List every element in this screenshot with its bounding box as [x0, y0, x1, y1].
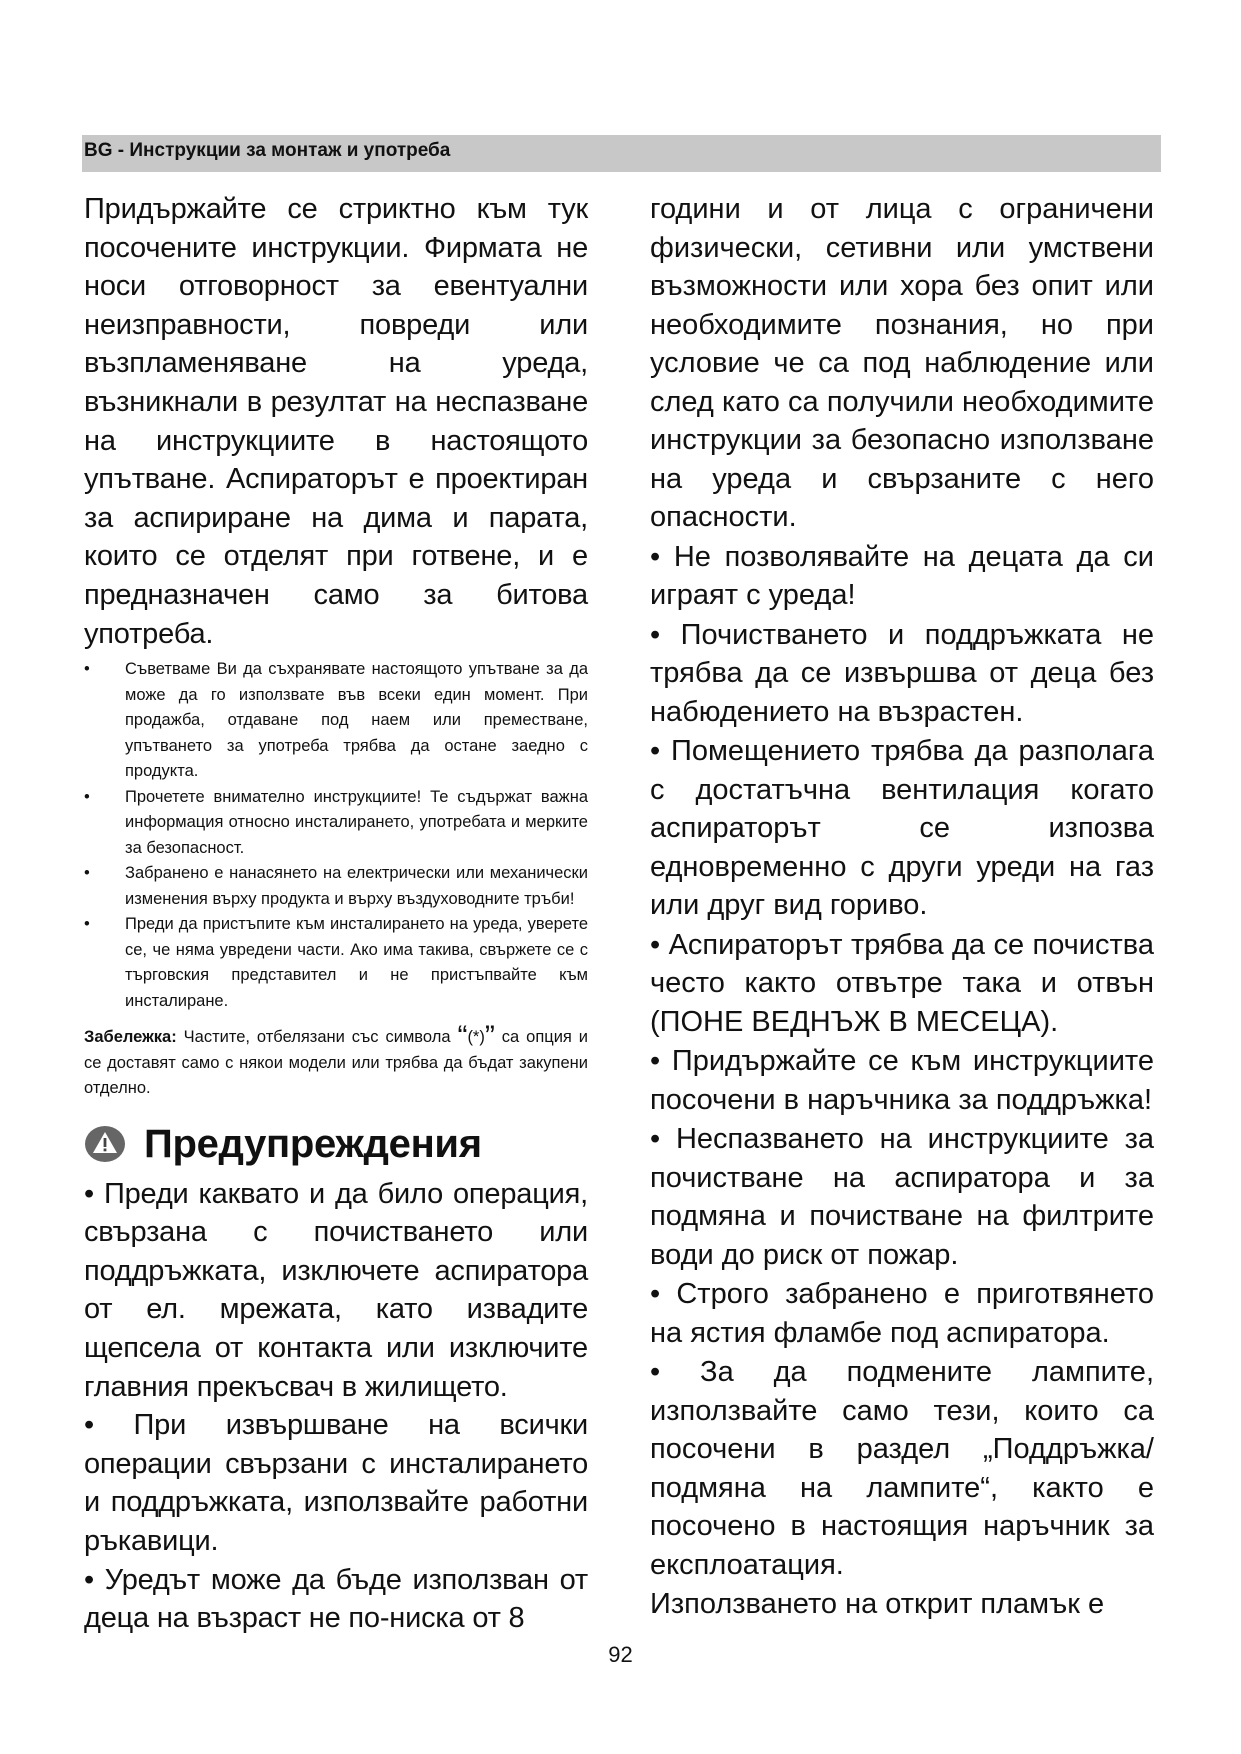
warnings-heading — [84, 1122, 588, 1167]
advice-item: • Преди да пристъпите към инсталирането на уреда, уверете се, че няма увредени части. Ако има такива, свържете се с търговския представител и не пристъпвайте към инсталиране. — [84, 915, 588, 1010]
advice-text: Забранено е нанасянето на електрически или механически изменения върху продукта и върху въздуховодните тръби! — [125, 864, 588, 908]
safety-paragraph: Използването на открит пламък е — [650, 1588, 1105, 1620]
section-header-title: BG - Инструкции за монтаж и употреба — [84, 140, 451, 161]
note-text-before: Частите, отбелязани със символа — [183, 1028, 451, 1047]
safety-paragraph: • Не позволявайте на децата да си играят с уреда! — [650, 540, 1154, 611]
page-number: 92 — [608, 1642, 633, 1667]
warning-paragraph: • Уредът може да бъде използван от деца на възраст не по-ниска от 8 — [84, 1563, 588, 1635]
left-column — [84, 190, 588, 1638]
safety-paragraph: години и от лица с ограничени физически, сетивни или умствени възможности или хора без опит или необходимите познания, но при условие че са под наблюдение или след като са получили необходимите инструкции за безопасно използване на уреда и свързаните с него опасности. — [650, 193, 1154, 533]
advice-text: Прочетете внимателно инструкциите! Те съдържат важна информация относно инсталирането, употребата и мерките за безопасност. — [125, 787, 588, 857]
advice-item: • Прочетете внимателно инструкциите! Те съдържат важна информация относно инсталирането, употребата и мерките за безопасност. — [84, 787, 588, 857]
intro-paragraph: Придържайте се стриктно към тук посочените инструкции. Фирмата не носи отговорност за евентуални неизправности, повреди или възпламеняване на уреда, възникнали в резултат на неспазване на инструкциите в настоящото упътване. Аспираторът е проектиран за аспириране на дима и парата, които се отделят при готвене, и е предназначен само за битова употреба. — [84, 193, 588, 650]
right-column — [650, 190, 1154, 1625]
note-label: Забележка: — [84, 1028, 177, 1047]
safety-paragraph: • Помещението трябва да разполага с достатъчна вентилация когато аспираторът се изпозва едновременно с други уреди на газ или друг вид гориво. — [650, 735, 1154, 921]
warning-triangle-icon — [84, 1125, 126, 1163]
warning-paragraph: • Преди каквато и да било операция, свързана с почистването или поддръжката, изключете аспиратора от ел. мрежата, като извадите щепсела от контакта или изключите главния прекъсвач в жилището. — [84, 1177, 588, 1403]
advice-text: Съветваме Ви да съхранявате настоящото упътване за да може да го използвате във всеки един момент. При продажба, отдаване под наем или преместване, упътването за употреба трябва да остане заедно с продукта. — [125, 660, 588, 781]
section-header — [82, 135, 1161, 172]
advice-item: • Съветваме Ви да съхранявате настоящото упътване за да може да го използвате във всеки един момент. При продажба, отдаване под наем или преместване, упътването за употреба трябва да остане заедно с продукта. — [84, 660, 588, 781]
advice-item: • Забранено е нанасянето на електрически или механически изменения върху продукта и върху въздуховодните тръби! — [84, 864, 588, 908]
note-symbol: (*) — [467, 1028, 485, 1047]
warnings-title: Предупреждения — [144, 1121, 482, 1166]
safety-paragraph: • Неспазването на инструкциите за почистване на аспиратора и за подмяна и почистване на филтрите води до риск от пожар. — [650, 1123, 1154, 1271]
note-text-after: са опция и се доставят само с някои модели или трябва да бъдат закупени отделно. — [84, 1028, 589, 1098]
warning-paragraph: • При извършване на всички операции свързани с инсталирането и поддръжката, използвайте работни ръкавици. — [84, 1409, 588, 1557]
note-paragraph: Забележка: Частите, отбелязани със символа “(*)” са опция и се доставят само с някои модели или трябва да бъдат закупени отделно. — [84, 1020, 589, 1098]
safety-paragraph: • Почистването и поддръжката не трябва да се извършва от деца без набюдението на възрастен. — [650, 618, 1154, 728]
safety-paragraph: • Придържайте се към инструкциите посочени в наръчника за поддръжка! — [650, 1045, 1154, 1116]
safety-paragraph: • За да подмените лампите, използвайте само тези, които са посочени в раздел „Поддръжка/подмяна на лампите“, както е посочено в настоящия наръчник за експлоатация. — [650, 1356, 1154, 1581]
safety-paragraph: • Аспираторът трябва да се почиства често както отвътре така и отвън (ПОНЕ ВЕДНЪЖ В МЕСЕЦА). — [650, 928, 1154, 1038]
advice-text: Преди да пристъпите към инсталирането на уреда, уверете се, че няма увредени части. Ако има такива, свържете се с търговския представител и не пристъпвайте към инсталиране. — [125, 915, 588, 1010]
advice-list — [84, 657, 588, 1014]
safety-paragraph: • Строго забранено е приготвянето на ястия фламбе под аспиратора. — [650, 1278, 1154, 1349]
